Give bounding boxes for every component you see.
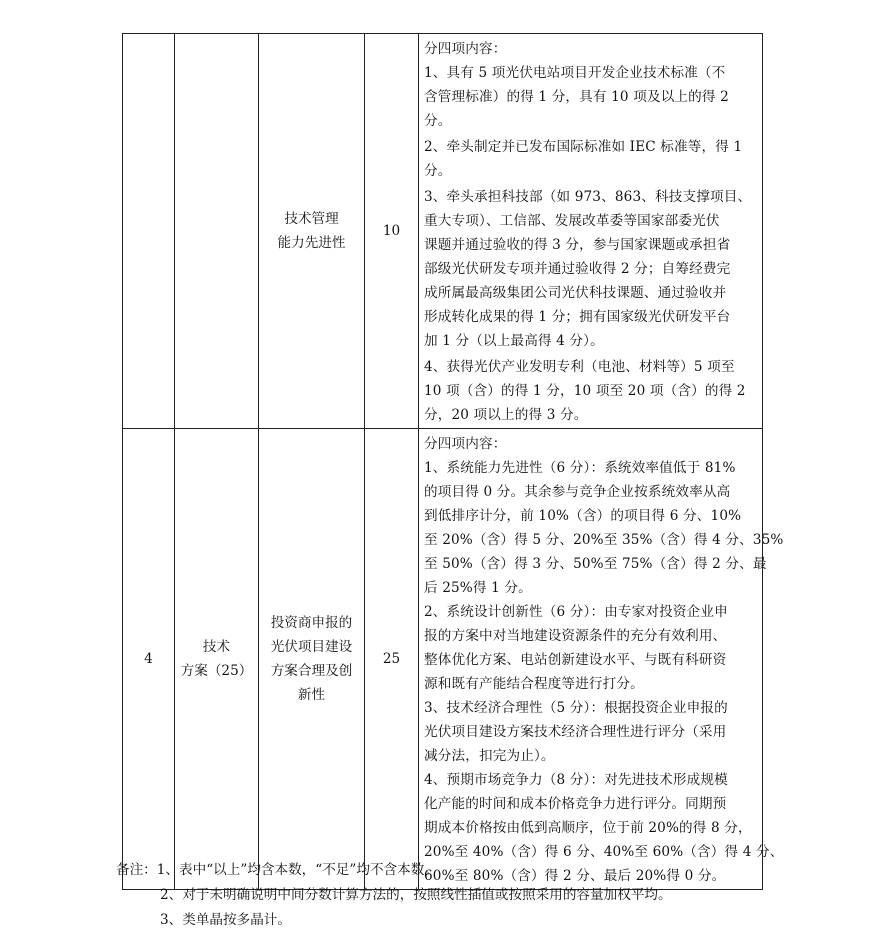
row-number-cell: 4 <box>123 429 175 890</box>
content-line: 4、预期市场竞争力（8 分）：对先进技术形成规模 <box>424 772 728 788</box>
content-line: 形成转化成果的得 1 分；拥有国家级光伏研发平台 <box>424 309 731 325</box>
content-line: 加 1 分（以上最高得 4 分）。 <box>424 333 604 349</box>
content-line: 3、牵头承担科技部（如 973、863、科技支撑项目、 <box>424 189 752 205</box>
content-line: 2、系统设计创新性（6 分）：由专家对投资企业申 <box>424 604 728 620</box>
content-line: 60%至 80%（含）得 2 分、最后 20%得 0 分。 <box>424 868 726 884</box>
content-line: 课题并通过验收的得 3 分，参与国家课题或承担省 <box>424 237 731 253</box>
content-line: 分四项内容： <box>424 436 507 452</box>
content-line: 后 25%得 1 分。 <box>424 580 532 596</box>
content-line: 化产能的时间和成本价格竞争力进行评分。同期预 <box>424 796 727 812</box>
content-line: 减分法，扣完为止）。 <box>424 748 555 764</box>
table-row <box>123 34 763 429</box>
content-cell <box>419 34 763 429</box>
score-cell: 10 <box>365 34 419 429</box>
scoring-table <box>122 33 784 890</box>
content-line: 分。 <box>424 113 452 129</box>
content-line: 的项目得 0 分。其余参与竞争企业按系统效率从高 <box>424 484 731 500</box>
content-line: 报的方案中对当地建设资源条件的充分有效利用、 <box>424 628 727 644</box>
content-line: 至 50%（含）得 3 分、50%至 75%（含）得 2 分、最 <box>424 556 767 572</box>
content-line: 成所属最高级集团公司光伏科技课题、通过验收并 <box>424 285 727 301</box>
content-line: 到低排序计分，前 10%（含）的项目得 6 分、10% <box>424 508 742 524</box>
content-cell <box>419 429 784 890</box>
content-line: 1、系统能力先进性（6 分）：系统效率值低于 81% <box>424 460 736 476</box>
content-line: 4、获得光伏产业发明专利（电池、材料等）5 项至 <box>424 359 735 375</box>
content-line: 期成本价格按由低到高顺序，位于前 20%的得 8 分， <box>424 820 752 836</box>
content-line: 20%至 40%（含）得 6 分、40%至 60%（含）得 4 分、 <box>424 844 784 860</box>
row-number-cell <box>123 34 175 429</box>
content-line: 分，20 项以上的得 3 分。 <box>424 407 588 423</box>
table-notes <box>116 858 672 933</box>
content-line: 至 20%（含）得 5 分、20%至 35%（含）得 4 分、35% <box>424 532 784 548</box>
note-line: 2、对于未明确说明中间分数计算方法的，按照线性插值或按照采用的容量加权平均。 <box>160 887 672 903</box>
note-line: 备注：1、表中“以上”均含本数，“不足”均不含本数。 <box>116 862 438 878</box>
content-line: 光伏项目建设方案技术经济合理性进行评分（采用 <box>424 724 727 740</box>
content-line: 整体优化方案、电站创新建设水平、与既有科研资 <box>424 652 727 668</box>
note-line: 3、类单晶按多晶计。 <box>160 912 291 928</box>
content-line: 10 项（含）的得 1 分，10 项至 20 项（含）的得 2 <box>424 383 746 399</box>
category-cell <box>175 34 259 429</box>
content-line: 部级光伏研发专项并通过验收得 2 分；自筹经费完 <box>424 261 731 277</box>
content-line: 重大专项）、工信部、发展改革委等国家部委光伏 <box>424 213 720 229</box>
content-line: 分。 <box>424 163 452 179</box>
content-line: 3、技术经济合理性（5 分）：根据投资企业申报的 <box>424 700 728 716</box>
item-cell: 技术管理 能力先进性 <box>259 34 365 429</box>
item-cell: 投资商申报的 光伏项目建设 方案合理及创 新性 <box>259 429 365 890</box>
score-cell: 25 <box>365 429 419 890</box>
content-line: 含管理标准）的得 1 分，具有 10 项及以上的得 2 <box>424 89 729 105</box>
content-line: 源和既有产能结合程度等进行打分。 <box>424 676 644 692</box>
content-line: 2、牵头制定并已发布国际标准如 IEC 标准等，得 1 <box>424 139 743 155</box>
content-line: 1、具有 5 项光伏电站项目开发企业技术标准（不 <box>424 65 726 81</box>
table-row <box>123 429 763 890</box>
category-cell: 技术 方案（25） <box>175 429 259 890</box>
content-line: 分四项内容： <box>424 41 507 57</box>
